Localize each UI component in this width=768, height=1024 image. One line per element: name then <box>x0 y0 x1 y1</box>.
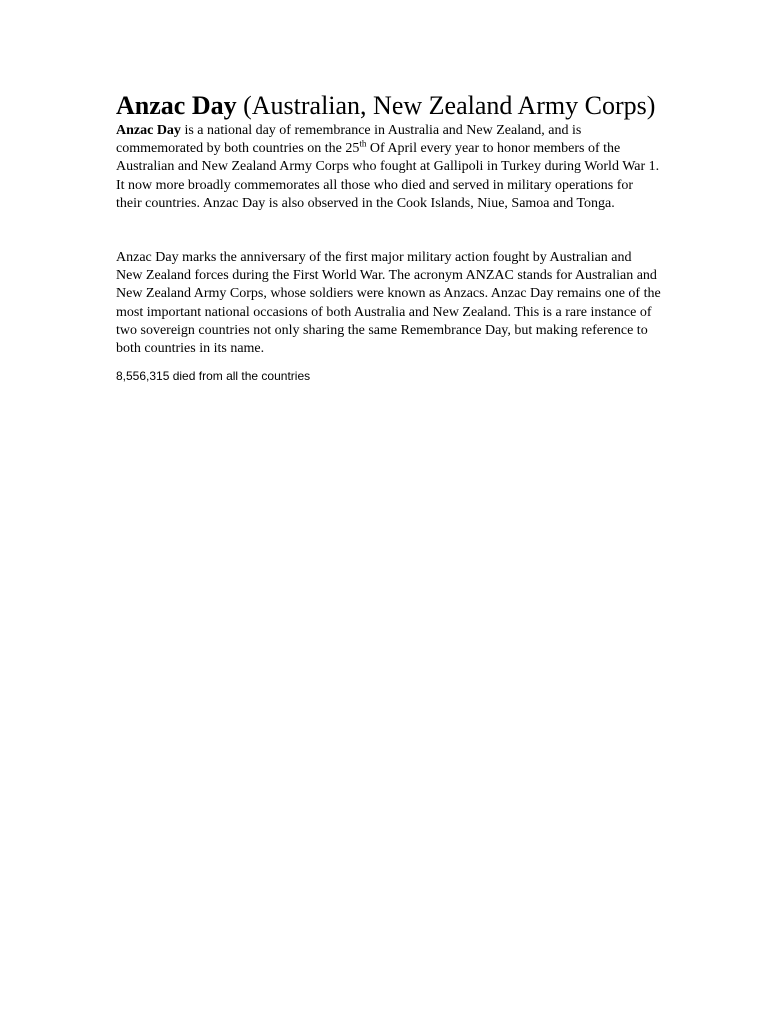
paragraph-intro <box>116 122 661 213</box>
title-rest: (Australian, New Zealand Army Corps) <box>236 91 656 120</box>
intro-text-a: is a national day of remembrance in Australia and New Zealand, and is commemorated by both countries on the 25 <box>116 123 582 157</box>
intro-superscript: th <box>359 138 367 149</box>
intro-bold-lead: Anzac Day <box>116 123 181 138</box>
document-title <box>116 92 661 120</box>
intro-text-b: Of April every year to honor members of the Australian and New Zealand Army Corps who fought at Gallipoli in Turkey during World War 1. It now more broadly commemorates all those who died and served in military operations for their countries. Anzac Day is also observed in the Cook Islands, Niue, Samoa and Tonga. <box>116 141 660 211</box>
title-bold: Anzac Day <box>116 91 237 120</box>
document-page <box>116 92 661 384</box>
paragraph-anniversary: Anzac Day marks the anniversary of the first major military action fought by Australian and New Zealand forces during the First World War. The acronym ANZAC stands for Australian and New Zealand Army Corps, whose soldiers were known as Anzacs. Anzac Day remains one of the most important national occasions of both Australia and New Zealand. This is a rare instance of two sovereign countries not only sharing the same Remembrance Day, but making reference to both countries in its name. <box>116 250 661 357</box>
casualty-note: 8,556,315 died from all the countries <box>116 369 311 384</box>
